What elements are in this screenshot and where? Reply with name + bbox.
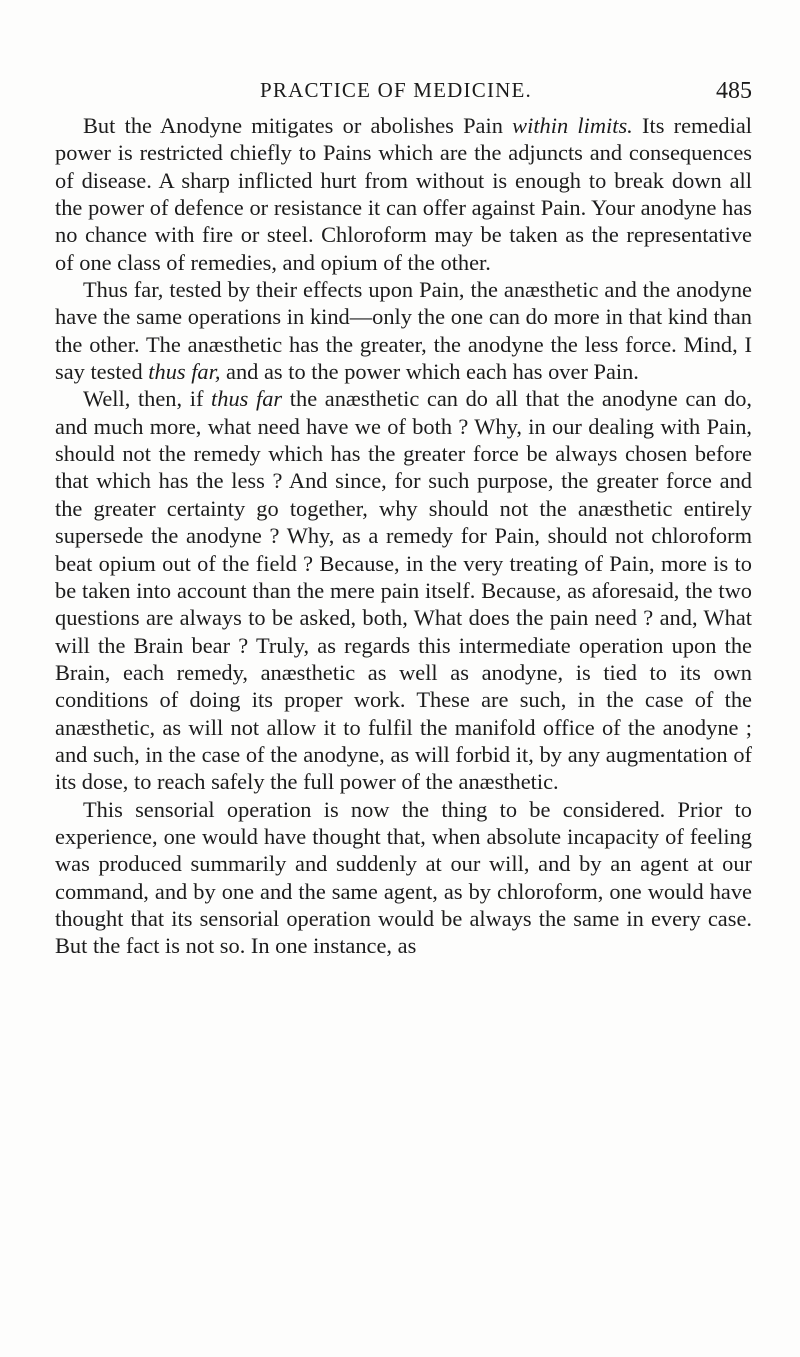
running-title: PRACTICE OF MEDICINE.: [260, 78, 532, 102]
paragraph: [55, 112, 752, 276]
text-run: Its remedial power is restricted chiefly to Pains which are the adjuncts and consequences of disease. A sharp inflicted hurt from without is enough to break down all the power of defence or resistance it can offer against Pain. Your anodyne has no chance with fire or steel. Chloroform may be taken as the representative of one class of remedies, and opium of the other.: [55, 113, 752, 275]
text-run: This sensorial operation is now the thing to be considered. Prior to experience, one would have thought that, when absolute incapacity of feeling was produced summarily and suddenly at our will, and by an agent at our command, and by one and the same agent, as by chloroform, one would have thought that its sensorial operation would be always the same in every case. But the fact is not so. In one instance, as: [55, 796, 752, 959]
text-run: But the Anodyne mitigates or abolishes Pain: [83, 113, 513, 138]
italic-text: within limits.: [512, 113, 633, 138]
text-run: the anæsthetic can do all that the anodyne can do, and much more, what need have we of both ? Why, in our dealing with Pain, should not the remedy which has the greater force be always chosen before that which has the less ? And since, for such purpose, the greater force and the greater certainty go together, why should not the anæsthetic entirely supersede the anodyne ? Why, as a remedy for Pain, should not chloroform beat opium out of the field ? Because, in the very treating of Pain, more is to be taken into account than the mere pain itself. Because, as aforesaid, the two questions are always to be asked, both, What does the pain need ? and, What will the Brain bear ? Truly, as regards this intermediate operation upon the Brain, each remedy, anæsthetic as well as anodyne, is tied to its own conditions of doing its proper work. These are such, in the case of the anæsthetic, as will not allow it to fulfil the manifold office of the anodyne ; and such, in the case of the anodyne, as will forbid it, by any augmentation of its dose, to reach safely the full power of the anæsthetic.: [55, 386, 753, 795]
page-number: 485: [716, 78, 752, 104]
italic-text: thus far: [211, 386, 283, 412]
italic-text: thus far,: [148, 359, 221, 385]
text-run: Thus far, tested by their effects upon Pain, the anæsthetic and the anodyne have the same operations in kind—only the one can do more in that kind than the other. The anæsthetic has the greater, the anodyne the less force. Mind, I say tested: [55, 277, 752, 385]
running-head: [40, 78, 752, 106]
paragraph: [55, 796, 752, 960]
text-run: Well, then, if: [83, 386, 212, 412]
text-run: and as to the power which each has over Pain.: [220, 359, 639, 385]
paragraph: [55, 276, 752, 385]
body-text: [55, 112, 752, 960]
paragraph: [55, 385, 752, 795]
